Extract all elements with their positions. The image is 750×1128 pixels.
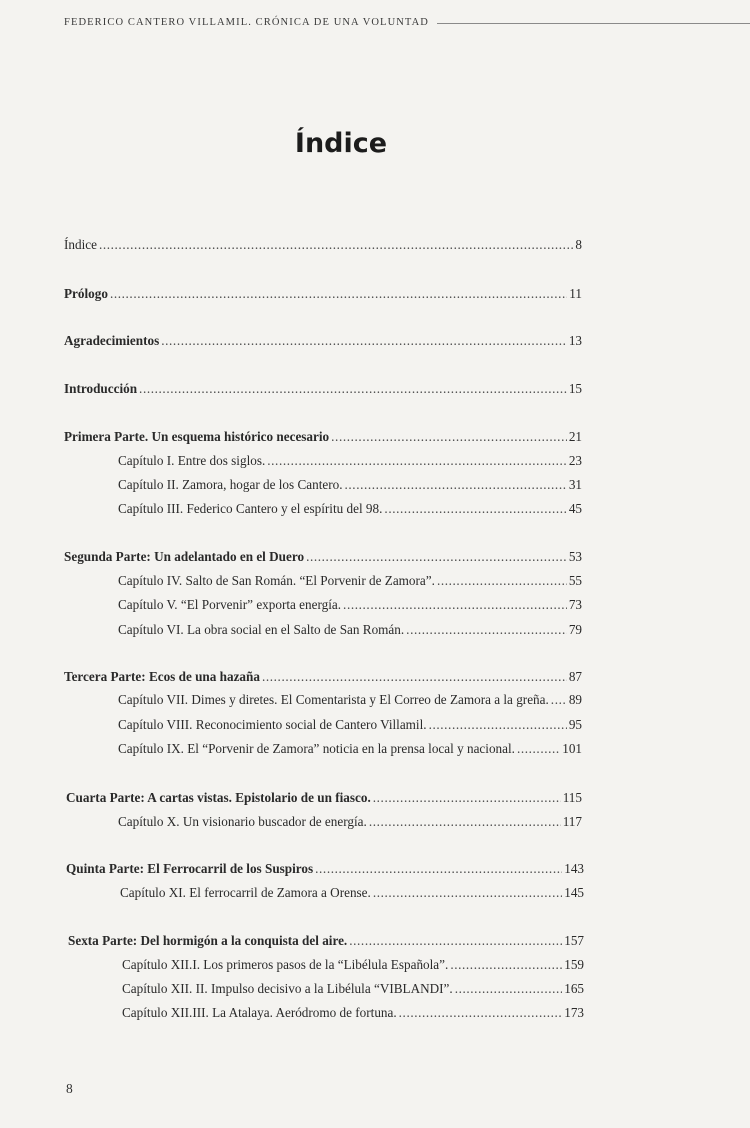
toc-part-entry xyxy=(64,428,582,445)
dot-leader xyxy=(349,932,562,949)
dot-leader xyxy=(99,236,573,253)
dot-leader xyxy=(345,476,567,493)
toc-chapter-entry xyxy=(118,572,582,589)
running-head xyxy=(64,14,750,30)
toc-entry-label: Capítulo VIII. Reconocimiento social de Cantero Villamil. xyxy=(118,717,427,732)
toc-entry-page: 165 xyxy=(564,981,584,996)
toc-entry-label: Capítulo VII. Dimes y diretes. El Comentarista y El Correo de Zamora a la greña. xyxy=(118,692,549,707)
toc-entry-label: Capítulo I. Entre dos siglos. xyxy=(118,453,266,468)
toc-chapter-entry xyxy=(118,813,582,830)
dot-leader xyxy=(343,596,567,613)
running-head-text: FEDERICO CANTERO VILLAMIL. CRÓNICA DE UNA VOLUNTAD xyxy=(64,16,429,28)
dot-leader xyxy=(399,1004,563,1021)
toc-entry-page: 53 xyxy=(568,549,582,564)
toc-entry-label: Cuarta Parte: A cartas vistas. Epistolario de un fiasco. xyxy=(66,790,371,805)
dot-leader xyxy=(267,452,567,469)
toc-chapter-entry xyxy=(122,956,584,973)
toc-part-entry xyxy=(64,668,582,685)
toc-chapter-entry xyxy=(64,236,582,253)
dot-leader xyxy=(139,380,567,397)
running-head-rule xyxy=(437,23,750,24)
toc-part-entry xyxy=(64,548,582,565)
toc-entry-page: 143 xyxy=(564,861,584,876)
dot-leader xyxy=(315,860,562,877)
dot-leader xyxy=(455,980,563,997)
toc-chapter-entry xyxy=(118,621,582,638)
toc-entry-label: Primera Parte. Un esquema histórico necesario xyxy=(64,429,330,444)
toc-part-entry xyxy=(64,285,582,302)
toc-entry-label: Capítulo IX. El “Porvenir de Zamora” noticia en la prensa local y nacional. xyxy=(118,741,515,756)
dot-leader xyxy=(110,285,567,302)
dot-leader xyxy=(373,884,562,901)
toc-chapter-entry xyxy=(118,500,582,517)
toc-entry-label: Tercera Parte: Ecos de una hazaña xyxy=(64,669,260,684)
dot-leader xyxy=(551,691,567,708)
toc-entry-page: 101 xyxy=(562,741,582,756)
toc-entry-label: Prólogo xyxy=(64,286,108,301)
toc-entry-page: 95 xyxy=(568,717,582,732)
dot-leader xyxy=(262,668,567,685)
toc-entry-label: Índice xyxy=(64,237,97,252)
toc-entry-label: Capítulo X. Un visionario buscador de energía. xyxy=(118,814,367,829)
toc-entry-label: Capítulo IV. Salto de San Román. “El Porvenir de Zamora”. xyxy=(118,573,435,588)
toc-entry-page: 79 xyxy=(568,622,582,637)
dot-leader xyxy=(384,500,566,517)
toc-entry-label: Capítulo V. “El Porvenir” exporta energía. xyxy=(118,597,342,612)
dot-leader xyxy=(306,548,567,565)
toc-entry-label: Capítulo XI. El ferrocarril de Zamora a Orense. xyxy=(120,885,371,900)
toc-entry-page: 31 xyxy=(568,477,582,492)
dot-leader xyxy=(161,332,567,349)
toc-chapter-entry xyxy=(122,1004,584,1021)
toc-part-entry xyxy=(64,380,582,397)
toc-entry-label: Segunda Parte: Un adelantado en el Duero xyxy=(64,549,305,564)
toc-entry-label: Capítulo XII.I. Los primeros pasos de la “Libélula Española”. xyxy=(122,957,449,972)
toc-entry-label: Capítulo VI. La obra social en el Salto de San Román. xyxy=(118,622,405,637)
toc-chapter-entry xyxy=(118,452,582,469)
toc-entry-page: 145 xyxy=(564,885,584,900)
toc-entry-page: 89 xyxy=(568,692,582,707)
toc-entry-page: 8 xyxy=(575,237,582,252)
toc-entry-label: Sexta Parte: Del hormigón a la conquista del aire. xyxy=(68,933,348,948)
toc-entry-page: 173 xyxy=(564,1005,584,1020)
toc-entry-label: Quinta Parte: El Ferrocarril de los Suspiros xyxy=(66,861,314,876)
dot-leader xyxy=(331,428,567,445)
toc-chapter-entry xyxy=(122,980,584,997)
toc-entry-page: 13 xyxy=(568,333,582,348)
dot-leader xyxy=(369,813,561,830)
toc-entry-label: Capítulo XII. II. Impulso decisivo a la Libélula “VIBLANDI”. xyxy=(122,981,453,996)
toc-chapter-entry xyxy=(118,691,582,708)
toc-entry-page: 11 xyxy=(569,286,582,301)
toc-entry-label: Agradecimientos xyxy=(64,333,160,348)
dot-leader xyxy=(450,956,562,973)
toc-part-entry xyxy=(68,932,584,949)
dot-leader xyxy=(406,621,567,638)
toc-entry-label: Introducción xyxy=(64,381,138,396)
toc-chapter-entry xyxy=(118,596,582,613)
toc-entry-page: 159 xyxy=(564,957,584,972)
page-title: Índice xyxy=(294,128,388,159)
toc-chapter-entry xyxy=(118,716,582,733)
dot-leader xyxy=(429,716,567,733)
toc-entry-page: 15 xyxy=(568,381,582,396)
toc-entry-page: 87 xyxy=(568,669,582,684)
toc-part-entry xyxy=(66,789,582,806)
toc-entry-page: 45 xyxy=(568,501,582,516)
toc-entry-page: 21 xyxy=(568,429,582,444)
toc-entry-label: Capítulo II. Zamora, hogar de los Cantero. xyxy=(118,477,343,492)
toc-entry-page: 23 xyxy=(568,453,582,468)
dot-leader xyxy=(437,572,567,589)
dot-leader xyxy=(517,740,560,757)
toc-entry-page: 157 xyxy=(564,933,584,948)
toc-part-entry xyxy=(66,860,584,877)
toc-entry-label: Capítulo III. Federico Cantero y el espíritu del 98. xyxy=(118,501,383,516)
dot-leader xyxy=(373,789,561,806)
toc-entry-label: Capítulo XII.III. La Atalaya. Aeródromo de fortuna. xyxy=(122,1005,397,1020)
toc-entry-page: 117 xyxy=(562,814,582,829)
page-number: 8 xyxy=(66,1081,73,1096)
toc-entry-page: 73 xyxy=(568,597,582,612)
toc-entry-page: 115 xyxy=(562,790,582,805)
toc-chapter-entry xyxy=(118,740,582,757)
toc-chapter-entry xyxy=(120,884,584,901)
toc-entry-page: 55 xyxy=(568,573,582,588)
toc-chapter-entry xyxy=(118,476,582,493)
toc-part-entry xyxy=(64,332,582,349)
